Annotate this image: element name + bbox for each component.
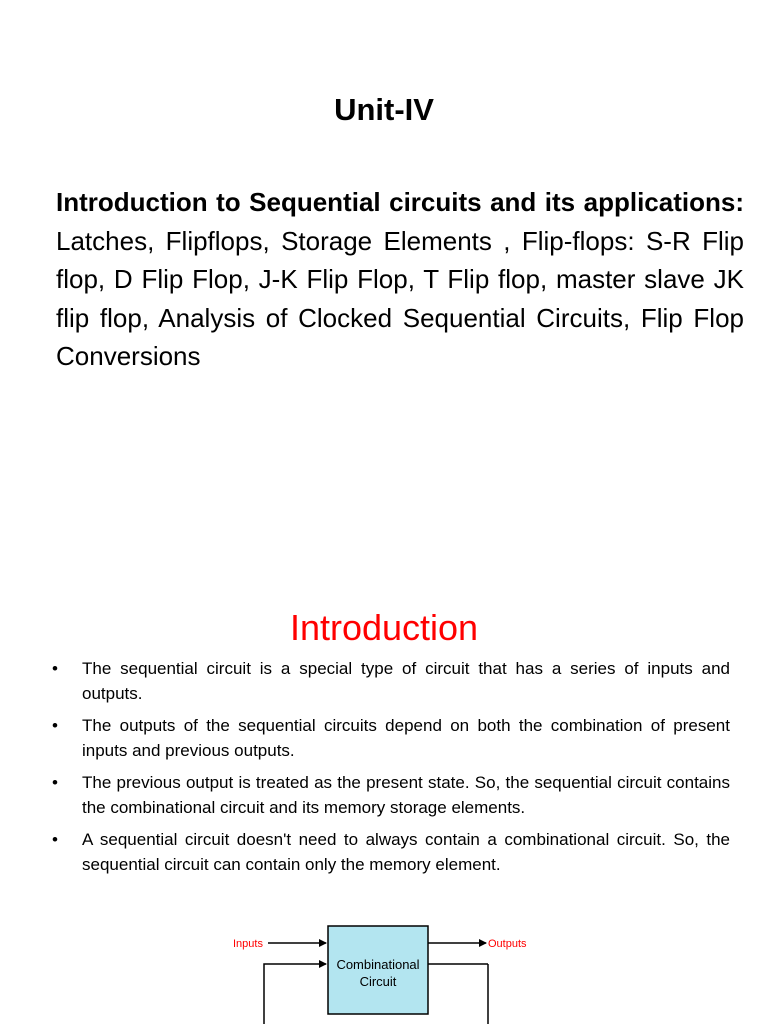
block-label-line2: Circuit <box>359 974 397 989</box>
bullet-item <box>50 770 730 820</box>
bullet-item <box>50 656 730 706</box>
sequential-circuit-diagram <box>220 920 560 1024</box>
bullet-dot: • <box>52 830 58 849</box>
outputs-label: Outputs <box>488 938 527 950</box>
bullet-text: A sequential circuit doesn't need to always contain a combinational circuit. So, the sequential circuit can contain only the memory element. <box>82 830 730 874</box>
diagram-svg <box>220 920 560 1024</box>
bullet-list <box>50 656 730 884</box>
bullet-dot: • <box>52 773 58 792</box>
syllabus-lead: Introduction to Sequential circuits and its applications: <box>56 187 744 217</box>
bullet-dot: • <box>52 716 58 735</box>
bullet-dot: • <box>52 659 58 678</box>
bullet-text: The outputs of the sequential circuits depend on both the combination of present inputs and previous outputs. <box>82 716 730 760</box>
feedback-in-line <box>264 964 326 1024</box>
inputs-label: Inputs <box>233 938 263 950</box>
bullet-text: The sequential circuit is a special type of circuit that has a series of inputs and outputs. <box>82 659 730 703</box>
bullet-item <box>50 713 730 763</box>
syllabus-paragraph <box>56 183 744 376</box>
syllabus-body: Latches, Flipflops, Storage Elements , Flip-flops: S-R Flip flop, D Flip Flop, J-K Flip Flop, T Flip flop, master slave JK flip flop, Analysis of Clocked Sequential Circuits, Flip Flop Conversions <box>56 225 744 371</box>
bullet-item <box>50 827 730 877</box>
slide-introduction <box>0 590 768 1024</box>
unit-title: Unit-IV <box>334 92 434 127</box>
block-label-line1: Combinational <box>336 957 420 972</box>
intro-title: Introduction <box>289 607 479 648</box>
bullet-text: The previous output is treated as the present state. So, the sequential circuit contains the combinational circuit and its memory storage elements. <box>82 773 730 817</box>
